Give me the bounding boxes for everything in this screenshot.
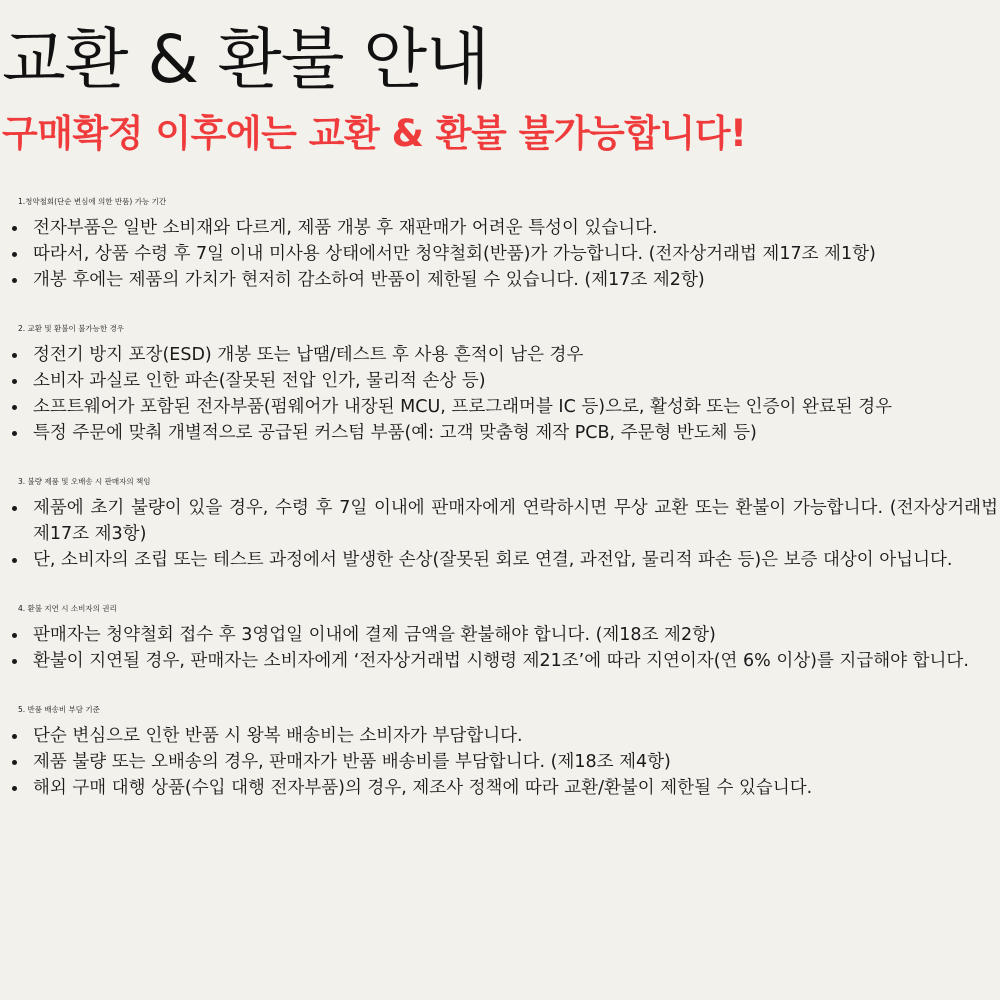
list-item-text: 판매자는 청약철회 접수 후 3영업일 이내에 결제 금액을 환불해야 합니다. (제18조 제2항) [33,625,716,645]
list-item [0,495,1000,547]
section-list [0,495,1000,573]
list-item-text: 소비자 과실로 인한 파손(잘못된 전압 인가, 물리적 손상 등) [33,371,486,391]
notice-content [0,189,1000,824]
section-heading: 3. 불량 제품 및 오배송 시 판매자의 책임 [18,477,151,486]
list-item [0,648,1000,674]
list-item [0,368,1000,394]
list-item-text: 단, 소비자의 조립 또는 테스트 과정에서 발생한 손상(잘못된 회로 연결, 과전압, 물리적 파손 등)은 보증 대상이 아닙니다. [33,550,953,570]
list-item-text: 특정 주문에 맞춰 개별적으로 공급된 커스텀 부품(예: 고객 맞춤형 제작 PCB, 주문형 반도체 등) [33,423,757,443]
page-subtitle-warning: 구매확정 이후에는 교환 & 환불 불가능합니다! [2,112,747,155]
list-item-text: 전자부품은 일반 소비재와 다르게, 제품 개봉 후 재판매가 어려운 특성이 있습니다. [33,218,658,238]
section-heading: 2. 교환 및 환불이 불가능한 경우 [18,324,125,333]
list-item [0,241,1000,267]
section-list [0,723,1000,801]
section-heading: 1.청약철회(단순 변심에 의한 반품) 가능 기간 [18,197,167,206]
list-item-text: 따라서, 상품 수령 후 7일 이내 미사용 상태에서만 청약철회(반품)가 가능합니다. (전자상거래법 제17조 제1항) [33,244,876,264]
list-item [0,420,1000,446]
list-item-text: 제품 불량 또는 오배송의 경우, 판매자가 반품 배송비를 부담합니다. (제18조 제4항) [33,752,671,772]
section-withdrawal-period [0,189,1000,293]
list-item-text: 개봉 후에는 제품의 가치가 현저히 감소하여 반품이 제한될 수 있습니다. (제17조 제2항) [33,270,705,290]
list-item-text: 정전기 방지 포장(ESD) 개봉 또는 납땜/테스트 후 사용 흔적이 남은 경우 [33,345,584,365]
list-item-text: 환불이 지연될 경우, 판매자는 소비자에게 ‘전자상거래법 시행령 제21조’에 따라 지연이자(연 6% 이상)를 지급해야 합니다. [33,651,969,671]
section-list [0,215,1000,293]
list-item [0,723,1000,749]
list-item-text: 단순 변심으로 인한 반품 시 왕복 배송비는 소비자가 부담합니다. [33,726,523,746]
section-non-refundable-cases [0,316,1000,446]
list-item [0,267,1000,293]
list-item [0,547,1000,573]
section-return-shipping-cost [0,697,1000,801]
list-item-text: 소프트웨어가 포함된 전자부품(펌웨어가 내장된 MCU, 프로그래머블 IC 등)으로, 활성화 또는 인증이 완료된 경우 [33,397,893,417]
section-seller-responsibility [0,469,1000,573]
section-heading: 5. 반품 배송비 부담 기준 [18,705,100,714]
page-title: 교환 & 환불 안내 [2,21,489,98]
section-list [0,342,1000,446]
section-heading: 4. 환불 지연 시 소비자의 권리 [18,604,117,613]
list-item [0,749,1000,775]
list-item [0,394,1000,420]
section-refund-delay-rights [0,596,1000,674]
list-item-text: 제품에 초기 불량이 있을 경우, 수령 후 7일 이내에 판매자에게 연락하시면 무상 교환 또는 환불이 가능합니다. (전자상거래법 제17조 제3항) [33,498,998,544]
list-item [0,775,1000,801]
section-list [0,622,1000,674]
list-item [0,215,1000,241]
list-item-text: 해외 구매 대행 상품(수입 대행 전자부품)의 경우, 제조사 정책에 따라 교환/환불이 제한될 수 있습니다. [33,778,813,798]
list-item [0,342,1000,368]
list-item [0,622,1000,648]
